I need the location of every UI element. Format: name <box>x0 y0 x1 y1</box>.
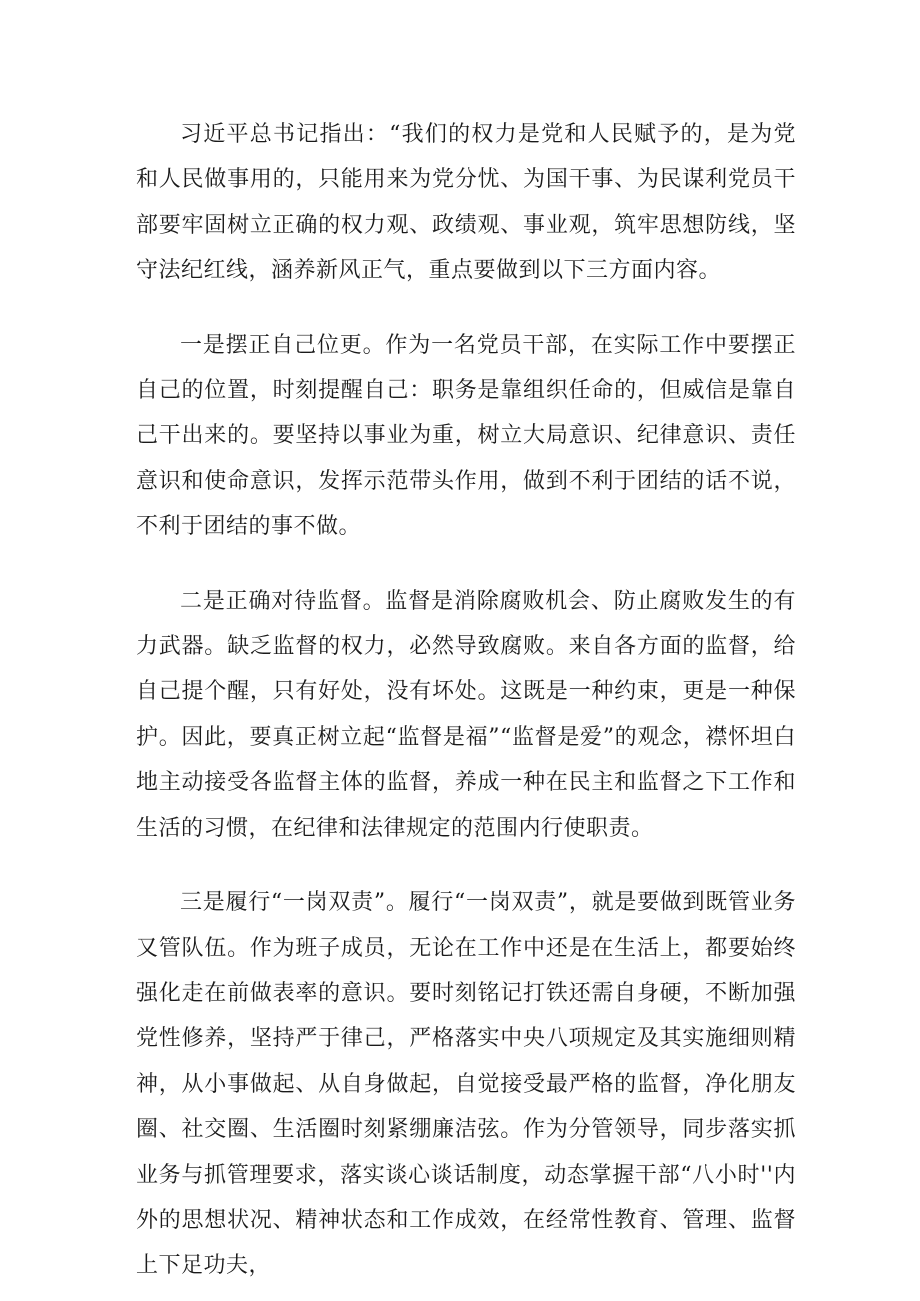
paragraph-point-one: 一是摆正自己位更。作为一名党员干部，在实际工作中要摆正自己的位置，时刻提醒自己：职务是靠组织任命的，但威信是靠自己干出来的。要坚持以事业为重，树立大局意识、纪律意识、责任意识和使命意识，发挥示范带头作用，做到不利于团结的话不说，不利于团结的事不做。 <box>136 332 796 540</box>
document-body <box>136 112 796 1289</box>
paragraph-point-two: 二是正确对待监督。监督是消除腐败机会、防止腐败发生的有力武器。缺乏监督的权力，必然导致腐败。来自各方面的监督，给自己提个醒，只有好处，没有坏处。这既是一种约束，更是一种保护。因此，要真正树立起“监督是福”“监督是爱”的观念，襟怀坦白地主动接受各监督主体的监督，养成一种在民主和监督之下工作和生活的习惯，在纪律和法律规定的范围内行使职责。 <box>136 588 796 841</box>
paragraph-intro: 习近平总书记指出：“我们的权力是党和人民赋予的，是为党和人民做事用的，只能用来为党分忧、为国干事、为民谋利党员干部要牢固树立正确的权力观、政绩观、事业观，筑牢思想防线，坚守法纪红线，涵养新风正气，重点要做到以下三方面内容。 <box>136 122 796 284</box>
paragraph-point-three: 三是履行“一岗双责”。履行“一岗双责”，就是要做到既管业务又管队伍。作为班子成员，无论在工作中还是在生活上，都要始终强化走在前做表率的意识。要时刻铭记打铁还需自身硬，不断加强党性修养，坚持严于律己，严格落实中央八项规定及其实施细则精神，从小事做起、从自身做起，自觉接受最严格的监督，净化朋友圈、社交圈、生活圈时刻紧绷廉洁弦。作为分管领导，同步落实抓业务与抓管理要求，落实谈心谈话制度，动态掌握干部“八小时''内外的思想状况、精神状态和工作成效，在经常性教育、管理、监督上下足功夫， <box>136 890 796 1279</box>
